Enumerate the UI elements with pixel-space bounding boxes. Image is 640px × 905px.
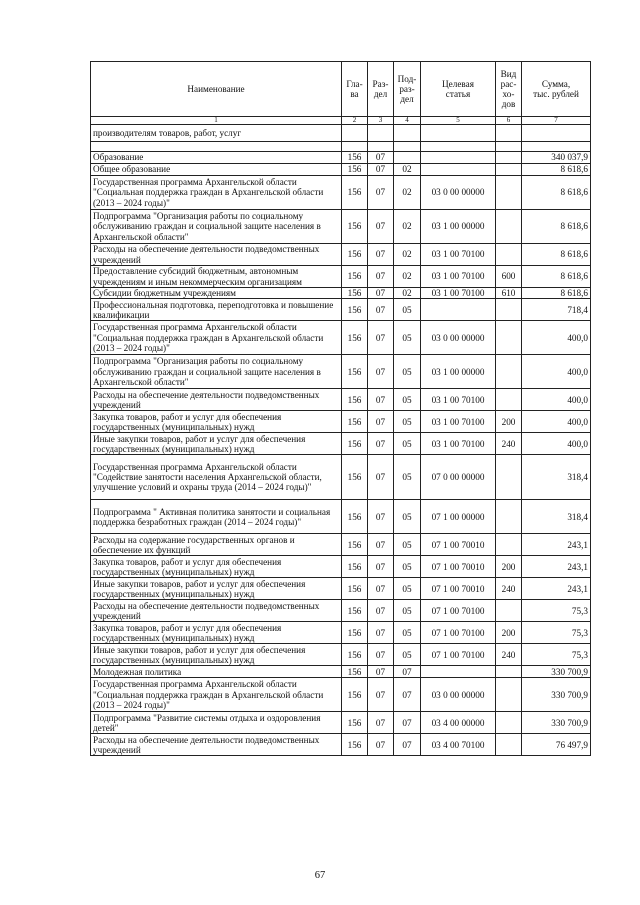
- row-section: 07: [368, 355, 394, 389]
- row-target-article: 03 1 00 70100: [421, 266, 496, 288]
- table-row: [91, 455, 591, 500]
- row-expense-type: [496, 389, 522, 411]
- row-name: Закупка товаров, работ и услуг для обеспечения государственных (муниципальных) нужд: [91, 556, 342, 578]
- row-amount: 76 497,9: [522, 734, 591, 756]
- table-row: [91, 164, 591, 176]
- row-target-article: [421, 142, 496, 152]
- row-subsection: 07: [394, 712, 421, 734]
- row-amount: 243,1: [522, 556, 591, 578]
- row-amount: 8 618,6: [522, 244, 591, 266]
- row-section: 07: [368, 299, 394, 321]
- row-target-article: 07 1 00 70010: [421, 578, 496, 600]
- row-name: Иные закупки товаров, работ и услуг для обеспечения государственных (муниципальных) нужд: [91, 644, 342, 666]
- row-target-article: [421, 125, 496, 142]
- row-name: Расходы на обеспечение деятельности подведомственных учреждений: [91, 734, 342, 756]
- table-row: [91, 433, 591, 455]
- row-subsection: 05: [394, 389, 421, 411]
- row-name: Иные закупки товаров, работ и услуг для обеспечения государственных (муниципальных) нужд: [91, 578, 342, 600]
- row-chapter: 156: [342, 455, 368, 500]
- row-name: [91, 142, 342, 152]
- table-row: [91, 210, 591, 244]
- column-number: 6: [496, 117, 522, 125]
- row-name: Государственная программа Архангельской области "Социальная поддержка граждан в Архангельской области (2013 – 2024 годы)": [91, 176, 342, 210]
- row-chapter: 156: [342, 210, 368, 244]
- row-expense-type: [496, 455, 522, 500]
- row-subsection: 05: [394, 600, 421, 622]
- row-target-article: 03 1 00 70100: [421, 288, 496, 299]
- row-expense-type: [496, 142, 522, 152]
- row-name: Профессиональная подготовка, переподготовка и повышение квалификации: [91, 299, 342, 321]
- row-expense-type: [496, 152, 522, 164]
- table-row: [91, 176, 591, 210]
- row-target-article: 03 0 00 00000: [421, 321, 496, 355]
- table-row: [91, 556, 591, 578]
- row-section: 07: [368, 712, 394, 734]
- row-expense-type: [496, 534, 522, 556]
- row-expense-type: [496, 355, 522, 389]
- row-subsection: [394, 142, 421, 152]
- row-chapter: 156: [342, 299, 368, 321]
- row-section: 07: [368, 411, 394, 433]
- row-section: 07: [368, 534, 394, 556]
- row-amount: 75,3: [522, 600, 591, 622]
- row-name: Государственная программа Архангельской области "Социальная поддержка граждан в Архангельской области (2013 – 2024 годы)": [91, 321, 342, 355]
- row-subsection: 05: [394, 455, 421, 500]
- row-target-article: 03 4 00 00000: [421, 712, 496, 734]
- row-subsection: 05: [394, 500, 421, 534]
- row-subsection: 02: [394, 164, 421, 176]
- row-name: производителям товаров, работ, услуг: [91, 125, 342, 142]
- row-amount: 75,3: [522, 644, 591, 666]
- row-expense-type: 240: [496, 644, 522, 666]
- row-amount: 340 037,9: [522, 152, 591, 164]
- column-number: 1: [91, 117, 342, 125]
- row-target-article: 07 1 00 70100: [421, 600, 496, 622]
- table-row: [91, 500, 591, 534]
- table-row: [91, 125, 591, 142]
- row-section: 07: [368, 266, 394, 288]
- table-row: [91, 411, 591, 433]
- row-name: Расходы на обеспечение деятельности подведомственных учреждений: [91, 600, 342, 622]
- table-row: [91, 534, 591, 556]
- table-row: [91, 600, 591, 622]
- table-row: [91, 678, 591, 712]
- table-row: [91, 712, 591, 734]
- row-expense-type: [496, 299, 522, 321]
- row-amount: 400,0: [522, 411, 591, 433]
- row-amount: 330 700,9: [522, 666, 591, 678]
- row-target-article: 03 4 00 70100: [421, 734, 496, 756]
- row-subsection: 05: [394, 433, 421, 455]
- row-amount: 8 618,6: [522, 266, 591, 288]
- row-chapter: 156: [342, 644, 368, 666]
- column-number: 5: [421, 117, 496, 125]
- row-section: 07: [368, 164, 394, 176]
- row-expense-type: [496, 600, 522, 622]
- row-chapter: 156: [342, 556, 368, 578]
- row-target-article: 07 1 00 70100: [421, 622, 496, 644]
- row-expense-type: [496, 666, 522, 678]
- row-name: Общее образование: [91, 164, 342, 176]
- row-section: [368, 142, 394, 152]
- row-expense-type: 240: [496, 578, 522, 600]
- header-section: Раз- дел: [368, 62, 394, 117]
- row-subsection: 02: [394, 288, 421, 299]
- page-number: 67: [314, 870, 326, 881]
- table-row: [91, 288, 591, 299]
- table-row: [91, 355, 591, 389]
- table-row: [91, 152, 591, 164]
- row-subsection: 07: [394, 666, 421, 678]
- row-amount: 718,4: [522, 299, 591, 321]
- row-section: 07: [368, 455, 394, 500]
- row-amount: 8 618,6: [522, 164, 591, 176]
- row-amount: 400,0: [522, 321, 591, 355]
- row-expense-type: [496, 164, 522, 176]
- row-name: Предоставление субсидий бюджетным, автономным учреждениям и иным некоммерческим организациям: [91, 266, 342, 288]
- table-row: [91, 666, 591, 678]
- row-section: 07: [368, 321, 394, 355]
- row-chapter: 156: [342, 534, 368, 556]
- budget-table: [90, 61, 591, 756]
- row-amount: 8 618,6: [522, 288, 591, 299]
- row-section: 07: [368, 622, 394, 644]
- row-chapter: [342, 142, 368, 152]
- row-expense-type: 610: [496, 288, 522, 299]
- row-section: 07: [368, 210, 394, 244]
- row-section: 07: [368, 176, 394, 210]
- table-row: [91, 244, 591, 266]
- row-name: Расходы на обеспечение деятельности подведомственных учреждений: [91, 389, 342, 411]
- row-chapter: 156: [342, 678, 368, 712]
- column-number-row: [91, 117, 591, 125]
- row-target-article: 07 1 00 70010: [421, 556, 496, 578]
- row-amount: 318,4: [522, 455, 591, 500]
- row-expense-type: [496, 244, 522, 266]
- row-expense-type: [496, 734, 522, 756]
- header-chapter: Гла- ва: [342, 62, 368, 117]
- row-chapter: 156: [342, 600, 368, 622]
- row-subsection: [394, 125, 421, 142]
- row-expense-type: 200: [496, 556, 522, 578]
- row-section: 07: [368, 734, 394, 756]
- row-target-article: 03 1 00 70100: [421, 244, 496, 266]
- header-name: Наименование: [91, 62, 342, 117]
- row-subsection: 02: [394, 176, 421, 210]
- row-expense-type: [496, 712, 522, 734]
- row-expense-type: 200: [496, 622, 522, 644]
- row-name: Подпрограмма " Активная политика занятости и социальная поддержка безработных граждан (2014 – 2024 годы)": [91, 500, 342, 534]
- row-chapter: 156: [342, 411, 368, 433]
- row-section: 07: [368, 666, 394, 678]
- row-subsection: 05: [394, 534, 421, 556]
- row-subsection: 05: [394, 556, 421, 578]
- row-amount: 243,1: [522, 578, 591, 600]
- row-section: 07: [368, 556, 394, 578]
- row-name: Субсидии бюджетным учреждениям: [91, 288, 342, 299]
- row-section: 07: [368, 500, 394, 534]
- row-name: Расходы на обеспечение деятельности подведомственных учреждений: [91, 244, 342, 266]
- row-subsection: [394, 152, 421, 164]
- row-expense-type: [496, 678, 522, 712]
- row-subsection: 05: [394, 411, 421, 433]
- table-row: [91, 142, 591, 152]
- row-section: [368, 125, 394, 142]
- column-number: 7: [522, 117, 591, 125]
- row-chapter: 156: [342, 152, 368, 164]
- row-target-article: 03 1 00 70100: [421, 411, 496, 433]
- row-chapter: 156: [342, 500, 368, 534]
- row-target-article: [421, 299, 496, 321]
- header-target-article: Целевая статья: [421, 62, 496, 117]
- row-target-article: 07 1 00 70100: [421, 644, 496, 666]
- column-number: 3: [368, 117, 394, 125]
- row-name: Закупка товаров, работ и услуг для обеспечения государственных (муниципальных) нужд: [91, 622, 342, 644]
- row-name: Подпрограмма "Организация работы по социальному обслуживанию граждан и социальной защите населения в Архангельской области": [91, 355, 342, 389]
- row-subsection: 05: [394, 622, 421, 644]
- row-subsection: 07: [394, 734, 421, 756]
- row-target-article: [421, 666, 496, 678]
- header-expense-type: Вид рас- хо- дов: [496, 62, 522, 117]
- row-expense-type: [496, 500, 522, 534]
- row-chapter: 156: [342, 666, 368, 678]
- row-chapter: 156: [342, 389, 368, 411]
- row-section: 07: [368, 152, 394, 164]
- row-amount: 400,0: [522, 389, 591, 411]
- row-expense-type: 600: [496, 266, 522, 288]
- row-amount: 330 700,9: [522, 712, 591, 734]
- row-name: Подпрограмма "Развитие системы отдыха и оздоровления детей": [91, 712, 342, 734]
- column-number: 2: [342, 117, 368, 125]
- row-amount: 243,1: [522, 534, 591, 556]
- row-expense-type: 240: [496, 433, 522, 455]
- row-chapter: 156: [342, 578, 368, 600]
- row-amount: 318,4: [522, 500, 591, 534]
- row-target-article: 03 0 00 00000: [421, 678, 496, 712]
- row-target-article: 03 1 00 70100: [421, 389, 496, 411]
- row-amount: [522, 125, 591, 142]
- row-chapter: 156: [342, 321, 368, 355]
- row-chapter: 156: [342, 622, 368, 644]
- table-row: [91, 299, 591, 321]
- row-target-article: [421, 152, 496, 164]
- row-target-article: 07 1 00 70010: [421, 534, 496, 556]
- header-subsection: Под- раз- дел: [394, 62, 421, 117]
- row-target-article: 07 1 00 00000: [421, 500, 496, 534]
- table-row: [91, 644, 591, 666]
- row-section: 07: [368, 600, 394, 622]
- header-row: [91, 62, 591, 117]
- row-target-article: 03 1 00 00000: [421, 355, 496, 389]
- table-row: [91, 578, 591, 600]
- row-chapter: 156: [342, 288, 368, 299]
- row-chapter: 156: [342, 244, 368, 266]
- row-amount: 75,3: [522, 622, 591, 644]
- row-amount: 400,0: [522, 355, 591, 389]
- row-subsection: 05: [394, 299, 421, 321]
- row-target-article: 03 0 00 00000: [421, 176, 496, 210]
- row-chapter: 156: [342, 712, 368, 734]
- row-subsection: 05: [394, 578, 421, 600]
- row-section: 07: [368, 578, 394, 600]
- row-expense-type: 200: [496, 411, 522, 433]
- row-section: 07: [368, 389, 394, 411]
- row-subsection: 02: [394, 210, 421, 244]
- row-target-article: 03 1 00 00000: [421, 210, 496, 244]
- row-expense-type: [496, 125, 522, 142]
- row-name: Иные закупки товаров, работ и услуг для обеспечения государственных (муниципальных) нужд: [91, 433, 342, 455]
- row-amount: 330 700,9: [522, 678, 591, 712]
- row-chapter: 156: [342, 176, 368, 210]
- row-name: Закупка товаров, работ и услуг для обеспечения государственных (муниципальных) нужд: [91, 411, 342, 433]
- table-row: [91, 622, 591, 644]
- row-section: 07: [368, 288, 394, 299]
- row-target-article: 03 1 00 70100: [421, 433, 496, 455]
- row-name: Расходы на содержание государственных органов и обеспечение их функций: [91, 534, 342, 556]
- row-name: Подпрограмма "Организация работы по социальному обслуживанию граждан и социальной защите населения в Архангельской области": [91, 210, 342, 244]
- row-name: Государственная программа Архангельской области "Социальная поддержка граждан в Архангельской области (2013 – 2024 годы)": [91, 678, 342, 712]
- row-name: Государственная программа Архангельской области "Содействие занятости населения Архангельской области, улучшение условий и охраны труда (2014 – 2024 годы)": [91, 455, 342, 500]
- row-amount: 8 618,6: [522, 176, 591, 210]
- row-subsection: 05: [394, 321, 421, 355]
- row-name: Образование: [91, 152, 342, 164]
- table-row: [91, 266, 591, 288]
- row-chapter: 156: [342, 266, 368, 288]
- row-section: 07: [368, 433, 394, 455]
- row-target-article: [421, 164, 496, 176]
- row-amount: [522, 142, 591, 152]
- row-target-article: 07 0 00 00000: [421, 455, 496, 500]
- row-section: 07: [368, 678, 394, 712]
- row-expense-type: [496, 176, 522, 210]
- row-subsection: 05: [394, 355, 421, 389]
- table-row: [91, 321, 591, 355]
- row-subsection: 02: [394, 244, 421, 266]
- row-subsection: 05: [394, 644, 421, 666]
- row-amount: 8 618,6: [522, 210, 591, 244]
- row-section: 07: [368, 644, 394, 666]
- row-name: Молодежная политика: [91, 666, 342, 678]
- table-row: [91, 734, 591, 756]
- row-expense-type: [496, 210, 522, 244]
- row-chapter: 156: [342, 734, 368, 756]
- column-number: 4: [394, 117, 421, 125]
- row-chapter: 156: [342, 355, 368, 389]
- row-section: 07: [368, 244, 394, 266]
- row-chapter: 156: [342, 433, 368, 455]
- row-subsection: 02: [394, 266, 421, 288]
- header-amount: Сумма, тыс. рублей: [522, 62, 591, 117]
- row-chapter: 156: [342, 164, 368, 176]
- row-expense-type: [496, 321, 522, 355]
- row-chapter: [342, 125, 368, 142]
- table-row: [91, 389, 591, 411]
- row-subsection: 07: [394, 678, 421, 712]
- row-amount: 400,0: [522, 433, 591, 455]
